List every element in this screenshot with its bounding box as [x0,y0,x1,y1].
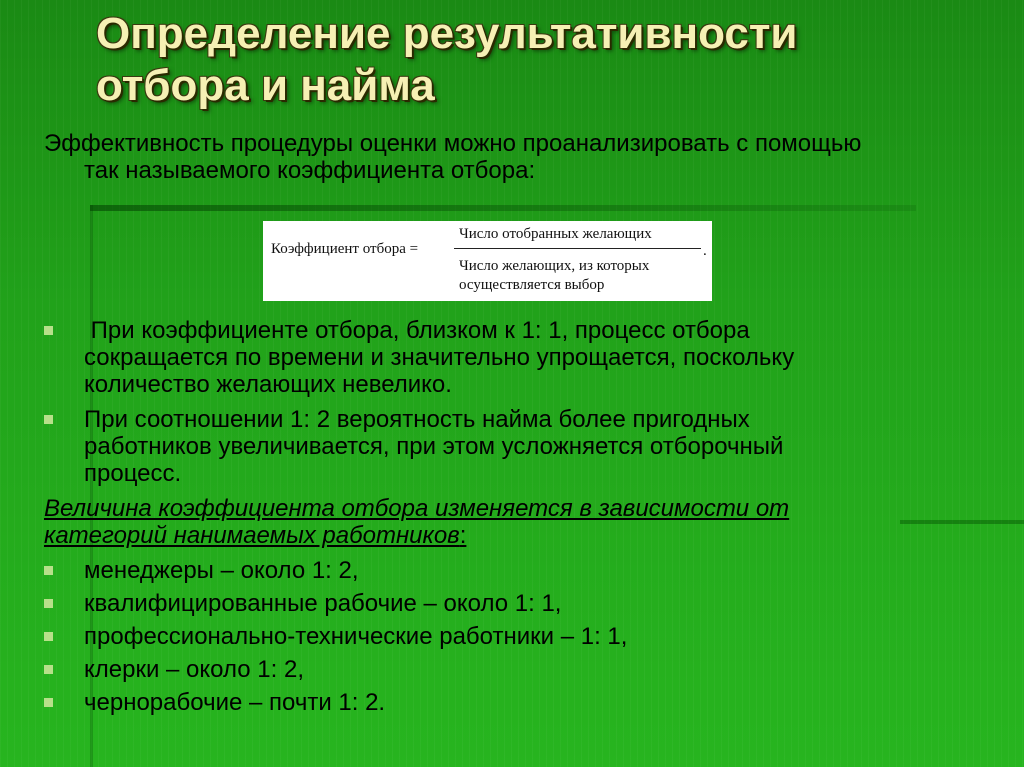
intro-line: Эффективность процедуры оценки можно проанализировать с помощью [44,130,862,157]
heading-text: категорий нанимаемых работников [44,522,460,549]
list-item-line: При соотношении 1: 2 вероятность найма более пригодных [84,406,750,433]
list-item-line: процесс. [84,460,182,487]
formula-denominator: осуществляется выбор [459,277,605,293]
list-item-text [84,317,794,398]
square-bullet-icon [44,698,53,707]
square-bullet-icon [44,326,53,335]
list-item [44,557,944,584]
list-item [44,317,1004,399]
list-item-text [84,406,783,487]
square-bullet-icon [44,415,53,424]
square-bullet-icon [44,599,53,608]
list-item [44,406,1004,488]
list-item [44,623,944,650]
formula-end: . [703,243,707,259]
title-line: Определение результативности [96,9,798,58]
fraction-line [454,248,701,249]
square-bullet-icon [44,632,53,641]
list-item [44,590,944,617]
formula-denominator: Число желающих, из которых [459,258,650,274]
square-bullet-icon [44,566,53,575]
list-item [44,689,944,716]
formula-numerator: Число отобранных желающих [459,226,652,242]
list-item-line: работников увеличивается, при этом усложняется отборочный [84,433,784,460]
list-item-line: количество желающих невелико. [84,371,452,398]
formula-lhs: Коэффициент отбора = [271,241,419,257]
list-item-text: клерки – около 1: 2, [84,656,304,683]
heading-colon: : [459,522,467,549]
categories-heading [44,495,964,549]
decorative-bar [90,205,916,211]
list-item-line: сокращается по времени и значительно упрощается, поскольку [84,344,795,371]
intro-line: так называемого коэффициента отбора: [84,157,536,184]
intro-paragraph [44,130,1019,184]
square-bullet-icon [44,665,53,674]
slide-title [96,8,996,112]
list-item [44,656,944,683]
heading-line [44,522,964,549]
list-item-text: чернорабочие – почти 1: 2. [84,689,386,716]
title-line: отбора и найма [96,61,435,110]
list-item-text: квалифицированные рабочие – около 1: 1, [84,590,562,617]
selection-ratio-formula [263,221,712,301]
list-item-line: При коэффициенте отбора, близком к 1: 1, процесс отбора [84,317,750,344]
heading-line: Величина коэффициента отбора изменяется в зависимости от [44,495,790,522]
list-item-text: менеджеры – около 1: 2, [84,557,359,584]
list-item-text: профессионально-технические работники – 1: 1, [84,623,628,650]
